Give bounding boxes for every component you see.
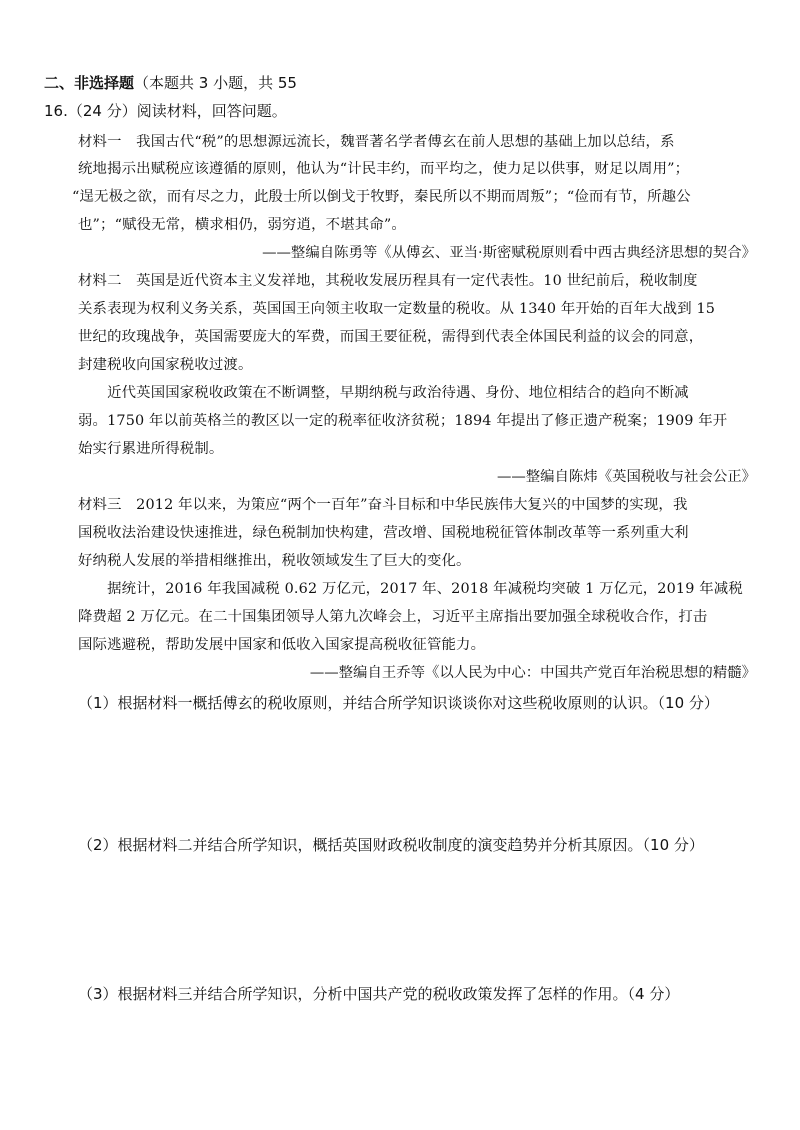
- material-3-line: 据统计，2016 年我国减税 0.62 万亿元，2017 年、2018 年减税均突破 1 万亿元，2019 年减税: [78, 581, 743, 597]
- material-1-line: 材料一 我国古代“税”的思想源远流长，魏晋著名学者傅玄在前人思想的基础上加以总结，系: [78, 134, 675, 150]
- material-3-line: 国际逃避税，帮助发展中国家和低收入国家提高税收征管能力。: [78, 637, 486, 653]
- material-2-line: 世纪的玫瑰战争，英国需要庞大的军费，而国王要征税，需得到代表全体国民利益的议会的同意，: [78, 329, 704, 345]
- material-3-line: 好纳税人发展的举措相继推出，税收领域发生了巨大的变化。: [78, 553, 471, 569]
- material-2-source: ——整编自陈炜《英国税收与社会公正》: [496, 469, 756, 485]
- material-2-line: 弱。1750 年以前英格兰的教区以一定的税率征收济贫税；1894 年提出了修正遗产税案；1909 年开: [78, 413, 728, 429]
- question-number: 16.（24 分）: [44, 102, 137, 120]
- material-2-line: 材料二 英国是近代资本主义发祥地，其税收发展历程具有一定代表性。10 世纪前后，税收制度: [78, 273, 698, 289]
- material-1-line: “逞无极之欲，而有尽之力，此殷士所以倒戈于牧野，秦民所以不期而周叛”；“俭而有节，所趣公: [72, 189, 691, 205]
- question-instruction: 阅读材料，回答问题。: [136, 102, 287, 120]
- material-3-line: 降费超 2 万亿元。在二十国集团领导人第九次峰会上，习近平主席指出要加强全球税收合作，打击: [78, 609, 708, 625]
- material-3-line: 材料三 2012 年以来，为策应“两个一百年”奋斗目标和中华民族伟大复兴的中国梦的实现，我: [78, 497, 688, 513]
- material-2-line: 近代英国国家税收政策在不断调整，早期纳税与政治待遇、身份、地位相结合的趋向不断减: [78, 385, 689, 401]
- material-2-line: 始实行累进所得税制。: [78, 441, 224, 457]
- subquestion-3: （3）根据材料三并结合所学知识，分析中国共产党的税收政策发挥了怎样的作用。（4 分）: [78, 985, 680, 1003]
- material-3-source: ——整编自王乔等《以人民为中心：中国共产党百年治税思想的精髓》: [309, 665, 756, 681]
- material-3-line: 国税收法治建设快速推进，绿色税制加快构建，营改增、国税地税征管体制改革等一系列重大利: [78, 525, 689, 541]
- subquestion-2: （2）根据材料二并结合所学知识，概括英国财政税收制度的演变趋势并分析其原因。（10 分）: [78, 836, 704, 854]
- material-2-line: 封建税收向国家税收过渡。: [78, 357, 253, 373]
- question-header: [44, 104, 287, 119]
- material-1-line: 也”；“赋役无常，横求相仍，弱穷逍，不堪其命”。: [78, 217, 406, 233]
- section-title: 二、非选择题: [44, 74, 135, 92]
- section-heading: [44, 76, 297, 91]
- material-2-line: 关系表现为权利义务关系，英国国王向领主收取一定数量的税收。从 1340 年开始的百年大战到 15: [78, 301, 716, 317]
- material-1-source: ——整编自陈勇等《从傅玄、亚当·斯密赋税原则看中西古典经济思想的契合》: [262, 245, 756, 261]
- material-1-line: 统地揭示出赋税应该遵循的原则，他认为“计民丰约，而平均之，使力足以供事，财足以周用”；: [78, 161, 690, 177]
- subquestion-1: （1）根据材料一概括傅玄的税收原则，并结合所学知识谈谈你对这些税收原则的认识。（10 分）: [78, 694, 719, 712]
- section-note: （本题共 3 小题，共 55: [134, 74, 297, 92]
